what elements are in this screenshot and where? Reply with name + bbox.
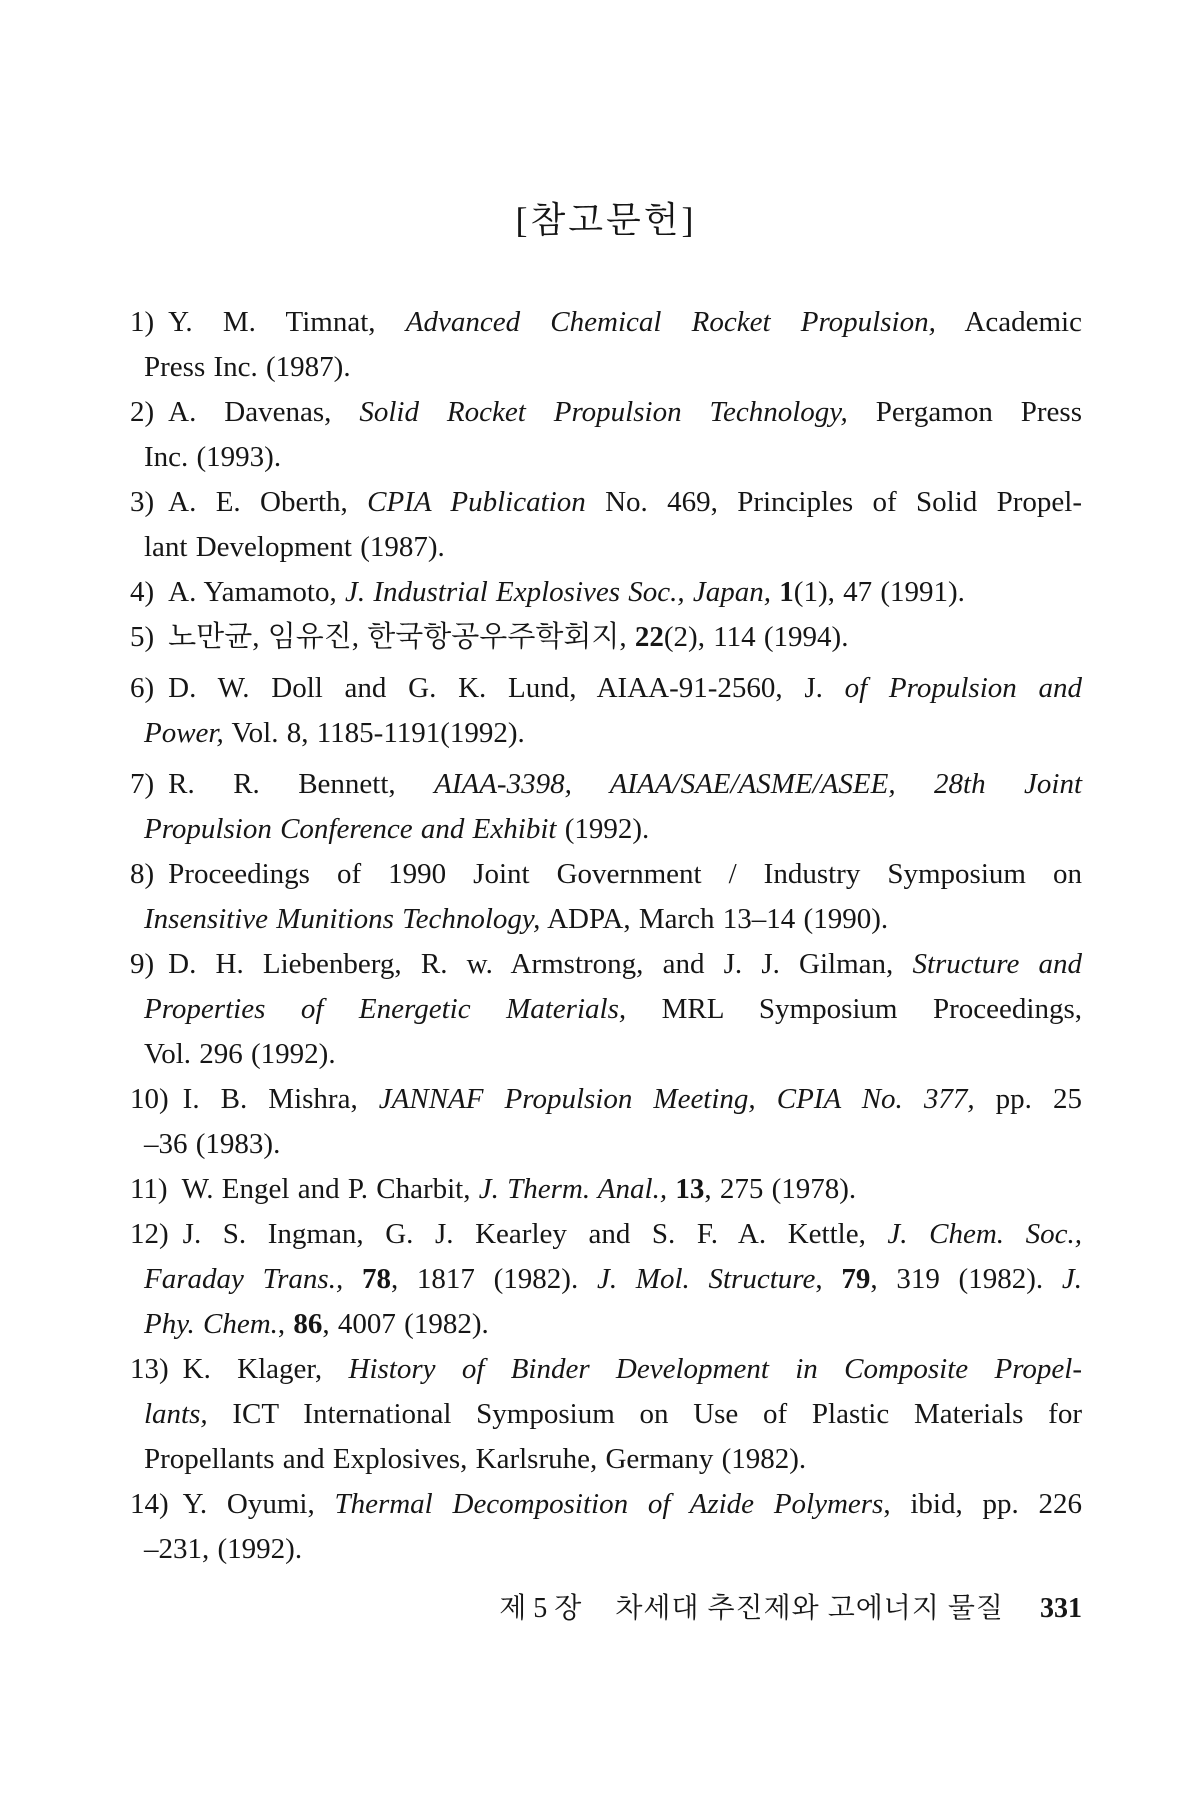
reference-number: 9) [130, 948, 155, 980]
reference-item [130, 390, 1082, 480]
reference-item [130, 615, 1082, 660]
reference-text-segment: J. Chem. Soc., [887, 1218, 1083, 1250]
reference-text-segment: J. Mol. Structure [596, 1263, 816, 1295]
reference-number: 12) [130, 1218, 169, 1250]
reference-text-segment: ICT International Symposium on Use of Plastic Materials for [207, 1398, 1082, 1430]
reference-line [130, 897, 1082, 942]
reference-text-segment: R. R. Bennett, [168, 768, 435, 800]
reference-item [130, 762, 1082, 852]
reference-text-segment: J. Industrial Explosives Soc., Japan, [345, 576, 772, 608]
reference-line [130, 1482, 1082, 1527]
reference-line [130, 345, 1082, 390]
reference-item [130, 942, 1082, 1077]
reference-text-segment: , [815, 1263, 842, 1295]
reference-item [130, 1077, 1082, 1167]
reference-number: 6) [130, 672, 155, 704]
reference-line [130, 666, 1082, 711]
reference-text-segment: CPIA Publication [367, 486, 586, 518]
reference-item [130, 1347, 1082, 1482]
reference-text-segment: ADPA, March 13–14 (1990). [540, 903, 889, 935]
reference-line [130, 1167, 1082, 1212]
reference-text-segment: , ibid, pp. 226 [883, 1488, 1082, 1520]
reference-text-segment: –36 (1983). [144, 1128, 281, 1160]
reference-line [130, 390, 1082, 435]
reference-line [130, 480, 1082, 525]
reference-number: 13) [130, 1353, 169, 1385]
reference-text-segment: Solid Rocket Propulsion Technology, [359, 396, 848, 428]
references-header: [참고문헌] [515, 200, 697, 240]
footer-chapter-label: 제 5 장 [499, 1593, 582, 1624]
reference-text-segment: 22 [634, 621, 664, 653]
reference-text-segment: 13 [675, 1173, 705, 1205]
reference-text-segment: lants, [144, 1398, 208, 1430]
reference-text-segment: –231, (1992). [144, 1533, 303, 1565]
reference-text-segment: Propellants and Explosives, Karlsruhe, Germany (1982). [144, 1443, 807, 1475]
reference-text-segment: D. H. Liebenberg, R. w. Armstrong, and J. J. Gilman, [168, 948, 913, 980]
reference-text-segment: Inc. (1993). [144, 441, 282, 473]
reference-line [130, 1302, 1082, 1347]
reference-text-segment: Y. M. Timnat, [168, 306, 406, 338]
reference-line [130, 435, 1082, 480]
reference-line [130, 987, 1082, 1032]
reference-number: 11) [130, 1173, 168, 1205]
reference-line [130, 1257, 1082, 1302]
reference-line [130, 1212, 1082, 1257]
reference-number: 14) [130, 1488, 169, 1520]
reference-text-segment: A. Yamamoto, [168, 576, 345, 608]
reference-text-segment: Propulsion Conference and Exhibit [144, 813, 557, 845]
reference-item [130, 570, 1082, 615]
reference-text-segment: No. 469, Principles of Solid Propel- [585, 486, 1083, 518]
footer-chapter-title: 차세대 추진제와 고에너지 물질 [615, 1593, 1004, 1624]
reference-text-segment [343, 1263, 362, 1295]
reference-line [130, 300, 1082, 345]
reference-line [130, 807, 1082, 852]
reference-line [130, 1347, 1082, 1392]
reference-text-segment: Y. Oyumi, [182, 1488, 335, 1520]
reference-text-segment: 1 [779, 576, 794, 608]
reference-text-segment: Vol. 296 (1992). [144, 1038, 336, 1070]
reference-text-segment: (1992). [556, 813, 650, 845]
reference-text-segment: A. E. Oberth, [168, 486, 368, 518]
reference-text-segment: , [277, 1308, 294, 1340]
reference-text-segment: J. S. Ingman, G. J. Kearley and S. F. A. Kettle, [182, 1218, 888, 1250]
reference-text-segment: JANNAF Propulsion Meeting, CPIA No. 377, [378, 1083, 975, 1115]
reference-text-segment: J. [1061, 1263, 1082, 1295]
reference-line [130, 615, 1082, 660]
reference-text-segment: Insensitive Munitions Technology, [144, 903, 541, 935]
reference-text-segment: Properties of Energetic Materials, [144, 993, 627, 1025]
reference-text-segment: Proceedings of 1990 Joint Government / Industry Symposium on [168, 858, 1082, 890]
reference-item [130, 852, 1082, 942]
reference-text-segment: MRL Symposium Proceedings, [626, 993, 1082, 1025]
reference-text-segment: 86 [293, 1308, 323, 1340]
reference-line [130, 762, 1082, 807]
reference-text-segment: K. Klager, [182, 1353, 349, 1385]
reference-line [130, 1527, 1082, 1572]
reference-line [130, 1437, 1082, 1482]
footer-page-number: 331 [1040, 1593, 1082, 1624]
reference-number: 5) [130, 621, 155, 653]
reference-number: 10) [130, 1083, 169, 1115]
reference-list [130, 300, 1082, 1572]
reference-item [130, 300, 1082, 390]
reference-text-segment: Phy. Chem. [144, 1308, 278, 1340]
reference-text-segment: Academic [935, 306, 1082, 338]
reference-line [130, 852, 1082, 897]
reference-text-segment: lant Development (1987). [144, 531, 445, 563]
reference-text-segment: 노만균, 임유진, 한국항공우주학회지, [168, 621, 635, 653]
reference-text-segment: Power, [144, 717, 224, 749]
reference-text-segment: 79 [841, 1263, 871, 1295]
reference-number: 4) [130, 576, 155, 608]
reference-line [130, 942, 1082, 987]
reference-line [130, 1122, 1082, 1167]
reference-number: 2) [130, 396, 155, 428]
reference-item [130, 1482, 1082, 1572]
reference-item [130, 1212, 1082, 1347]
reference-item [130, 480, 1082, 570]
reference-text-segment: Faraday Trans., [144, 1263, 344, 1295]
reference-number: 7) [130, 768, 155, 800]
reference-text-segment: Vol. 8, 1185-1191(1992). [223, 717, 525, 749]
reference-text-segment: I. B. Mishra, [182, 1083, 379, 1115]
reference-item [130, 666, 1082, 756]
reference-text-segment: A. Davenas, [168, 396, 360, 428]
reference-text-segment: Pergamon Press [847, 396, 1082, 428]
reference-line [130, 525, 1082, 570]
reference-text-segment: pp. 25 [974, 1083, 1082, 1115]
reference-item [130, 1167, 1082, 1212]
reference-number: 1) [130, 306, 155, 338]
reference-text-segment: , 319 (1982). [870, 1263, 1062, 1295]
reference-text-segment: (1), 47 (1991). [793, 576, 965, 608]
reference-text-segment: , 275 (1978). [704, 1173, 857, 1205]
reference-text-segment: of Propulsion and [844, 672, 1082, 704]
reference-number: 8) [130, 858, 155, 890]
reference-number: 3) [130, 486, 155, 518]
reference-text-segment: (2), 114 (1994). [663, 621, 849, 653]
reference-text-segment: 78 [361, 1263, 391, 1295]
reference-line [130, 711, 1082, 756]
reference-text-segment: Press Inc. (1987). [144, 351, 351, 383]
reference-text-segment: D. W. Doll and G. K. Lund, AIAA-91-2560, J. [168, 672, 845, 704]
reference-text-segment: Advanced Chemical Rocket Propulsion, [405, 306, 936, 338]
reference-text-segment: , 4007 (1982). [322, 1308, 489, 1340]
reference-text-segment: AIAA-3398, AIAA/SAE/ASME/ASEE, 28th Joint [434, 768, 1083, 800]
reference-line [130, 570, 1082, 615]
reference-text-segment: W. Engel and P. Charbit, [181, 1173, 479, 1205]
reference-line [130, 1077, 1082, 1122]
reference-line [130, 1032, 1082, 1077]
page-footer [130, 1588, 1082, 1630]
reference-text-segment: Structure and [912, 948, 1082, 980]
reference-text-segment: Thermal Decomposition of Azide Polymers [334, 1488, 884, 1520]
reference-text-segment: History of Binder Development in Composite Propel- [348, 1353, 1082, 1385]
reference-text-segment: J. Therm. Anal., [478, 1173, 668, 1205]
reference-text-segment: , 1817 (1982). [390, 1263, 597, 1295]
reference-line [130, 1392, 1082, 1437]
